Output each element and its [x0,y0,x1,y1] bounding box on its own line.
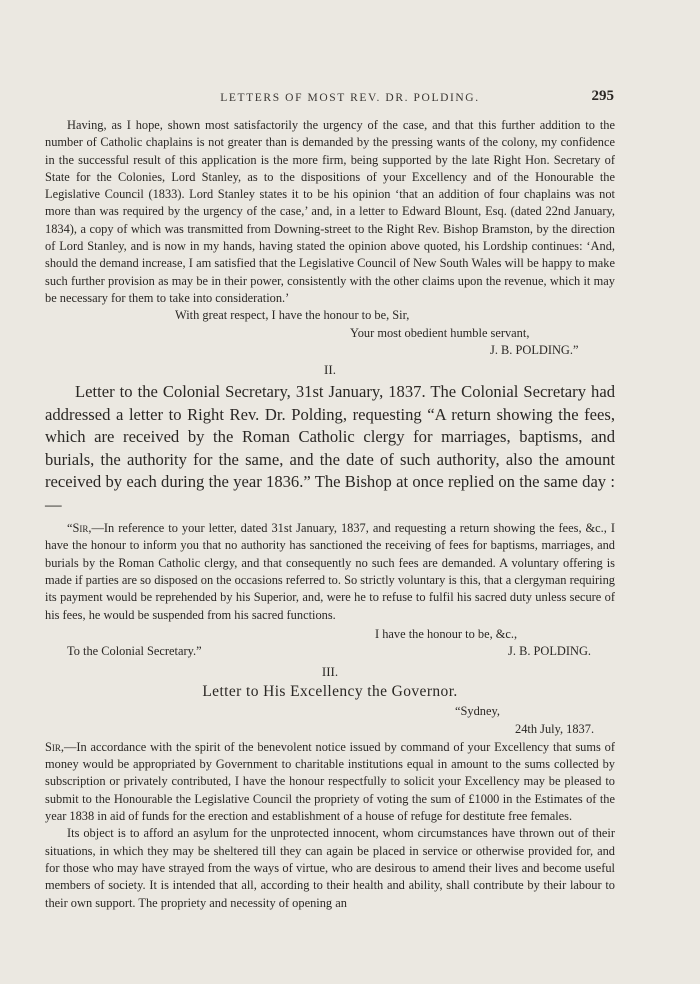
running-head: LETTERS OF MOST REV. DR. POLDING. [220,92,480,104]
letter1-closing-1: With great respect, I have the honour to be, Sir, [175,308,410,323]
section2-letter [45,520,615,624]
section3-date: 24th July, 1837. [515,721,595,736]
section3-paragraph2: Its object is to afford an asylum for the unprotected innocent, whom circumstances have thrown out of their situations, in which they may be sheltered till they can again be placed in service or otherwise provided for, and for those who may have strayed from the ways of virtue, who are desirous to amend their lives and become useful members of society. It is intended that all, according to their health and ability, shall contribute by their labour to their own support. The propriety and necessity of opening an [45,826,615,910]
letter1-signature: J. B. POLDING.” [490,342,579,357]
section2-closing: I have the honour to be, &c., [375,626,518,641]
section2-letter-text: —In reference to your letter, dated 31st January, 1837, and requesting a return showing the fees, &c., I have the honour to inform you that no authority has sanctioned the receiving of fees for baptisms, marriages, and burials by the Roman Catholic clergy, and that consequently no such fees are demanded. A voluntary offering is made if parties are so disposed on the occasions referred to. So strictly voluntary is this, that a clergyman requiring its payment would be reprehended by his Superior, and, were he to refuse to fulfil his sacred duty unless secure of his fees, he would be suspended from his sacred functions. [45,521,615,622]
section2-salutation: “Sir, [67,521,92,536]
section3-paragraph1 [45,739,615,825]
section2-signature: J. B. POLDING. [508,644,591,659]
section3-paragraph1-text: —In accordance with the spirit of the benevolent notice issued by command of your Excellency that sums of money would be appropriated by Government to charitable institutions equal in amount to the sums collected by subscription or privately contributed, I have the honour respectfully to solicit your Excellency may be pleased to submit to the Honourable the Legislative Council the propriety of voting the sum of £1000 in the Estimates of the year 1838 in aid of funds for the erection and establishment of a house of refuge for destitute free females. [45,739,615,824]
letter1-paragraph: Having, as I hope, shown most satisfactorily the urgency of the case, and that this further addition to the number of Catholic chaplains is not greater than is demanded by the pressing wants of the colony, my confidence in the successful result of this application is the more firm, being supported by the late Right Hon. Secretary of State for the Colonies, Lord Stanley, as to the dispositions of your Excellency and of the Honourable the Legislative Council (1833). Lord Stanley states it to be his opinion ‘that an addition of four chaplains was not more than was required by the urgency of the case,’ and, in a letter to Edward Blount, Esq. (dated 22nd January, 1834), a copy of which was transmitted from Downing-street to the Right Rev. Bishop Bramston, by the direction of Lord Stanley, and is now in my hands, having stated the opinion above quoted, his Lordship continues: ‘And, should the demand increase, I am satisfied that the Legislative Council of New South Wales will be happy to make such further provision as may be in their power, consistently with the other claims upon the revenue, which it may be necessary for them to take into consideration.’ [45,118,615,305]
section3-numeral: III. [321,663,339,679]
section2-signoff [45,643,615,660]
page-body [45,117,615,912]
section2-addressee: To the Colonial Secretary.” [67,644,202,659]
section3-place: “Sydney, [455,703,500,718]
page-number: 295 [591,88,614,104]
section2-intro: Letter to the Colonial Secretary, 31st January, 1837. The Colonial Secretary had addressed a letter to Right Rev. Dr. Polding, requesting “A return showing the fees, which are received by the Roman Catholic clergy for marriages, baptisms, and burials, the authority for the same, and the date of such authority, also the amount received by each during the year 1836.” The Bishop at once replied on the same day :— [45,382,615,514]
section3-heading: Letter to His Excellency the Governor. [202,682,458,700]
section3-salutation: Sir, [45,739,64,754]
section2-numeral: II. [324,362,336,378]
letter1-closing-2: Your most obedient humble servant, [350,325,530,340]
